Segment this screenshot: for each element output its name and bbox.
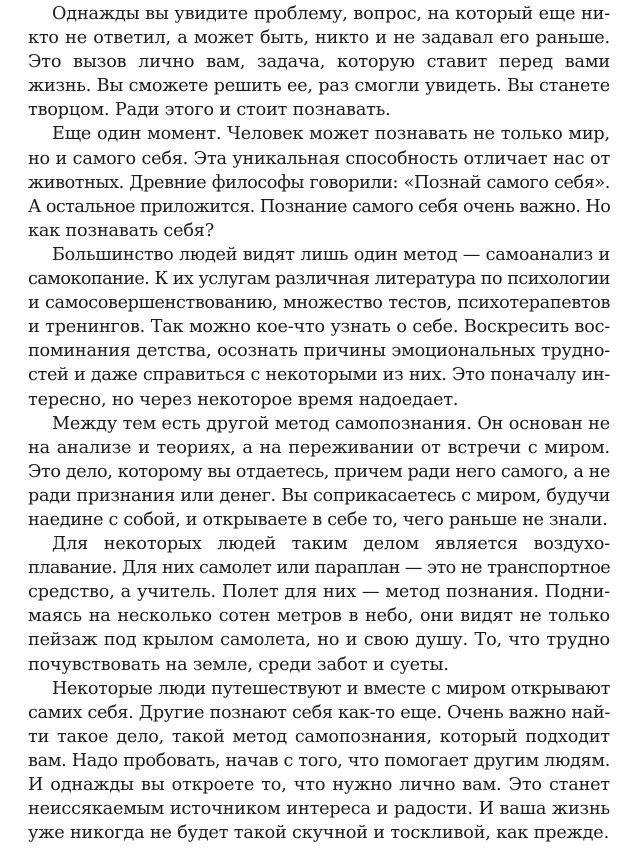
text-line: Это дело, которому вы отдаетесь, причем ради него самого, а не — [28, 461, 610, 482]
text-line: но и самого себя. Эта уникальная способность отличает нас от — [28, 148, 610, 169]
text-line: уже никогда не будет такой скучной и тоскливой, как прежде. — [28, 823, 610, 844]
text-line: жизнь. Вы сможете решить ее, раз смогли увидеть. Вы станете — [28, 76, 610, 97]
text-line: пейзаж под крылом самолета, но и свою душу. То, что трудно — [28, 630, 610, 651]
text-line: маясь на несколько сотен метров в небо, они видят не только — [28, 606, 610, 627]
text-line: Большинство людей видят лишь один метод — самоанализ и — [52, 244, 610, 265]
text-line: тересно, но через некоторое время надоедает. — [28, 389, 459, 410]
text-line: наедине с собой, и открываете в себе то, чего раньше не знали. — [28, 509, 608, 530]
text-line: Для некоторых людей таким делом является воздухо- — [52, 534, 610, 555]
text-line: как познавать себя? — [28, 220, 215, 241]
text-line: неиссякаемым источником интереса и радости. И ваша жизнь — [28, 799, 610, 820]
text-line: кто не ответил, а может быть, никто и не задавал его раньше. — [28, 28, 610, 49]
paragraph-6 — [4, 677, 610, 846]
text-line: вам. Надо пробовать, начав с того, что помогает другим людям. — [28, 750, 611, 771]
text-line: поминания детства, осознать причины эмоциональных трудно- — [28, 341, 610, 362]
text-line: И однажды вы откроете то, что нужно лично вам. Это станет — [28, 775, 610, 795]
text-line: самих себя. Другие познают себя как-то еще. Очень важно най- — [28, 702, 611, 723]
text-line: Еще один момент. Человек может познавать не только мир, — [52, 124, 610, 145]
paragraph-1 — [4, 2, 610, 122]
text-line: почувствовать на земле, среди забот и суеты. — [28, 654, 449, 675]
text-line: плавание. Для них самолет или параплан — это не транспортное — [28, 558, 611, 579]
paragraph-2 — [4, 122, 610, 242]
text-line: ради признания или денег. Вы соприкасаетесь с миром, будучи — [28, 485, 610, 506]
text-line: ти такое дело, такой метод самопознания, который подходит — [28, 726, 610, 747]
text-line: животных. Древние философы говорили: «Познай самого себя». — [28, 172, 610, 193]
text-line: средство, а учитель. Полет для них — метод познания. Подни- — [28, 582, 610, 603]
text-line: Некоторые люди путешествуют и вместе с миром открывают — [52, 678, 610, 699]
text-line: Между тем есть другой метод самопознания. Он основан не — [52, 413, 610, 434]
paragraph-4 — [4, 412, 610, 532]
text-line: Это вызов лично вам, задача, которую ставит перед вами — [28, 52, 610, 73]
text-line: творцом. Ради этого и стоит познавать. — [28, 100, 391, 121]
text-line: Однажды вы увидите проблему, вопрос, на который еще ни- — [52, 4, 610, 24]
text-line: и тренингов. Так можно кое-что узнать о себе. Воскресить вос- — [28, 317, 610, 338]
text-line: самокопание. К их услугам различная литература по психологии — [28, 269, 610, 290]
text-line: и самосовершенствованию, множество тестов, психотерапевтов — [28, 293, 610, 314]
text-line: стей и даже справиться с некоторыми из них. Это поначалу ин- — [28, 365, 610, 386]
text-line: А остальное приложится. Познание самого себя очень важно. Но — [28, 196, 611, 217]
paragraph-5 — [4, 532, 610, 677]
text-line: на анализе и теориях, а на переживании от встречи с миром. — [28, 437, 610, 458]
paragraph-3 — [4, 243, 610, 412]
